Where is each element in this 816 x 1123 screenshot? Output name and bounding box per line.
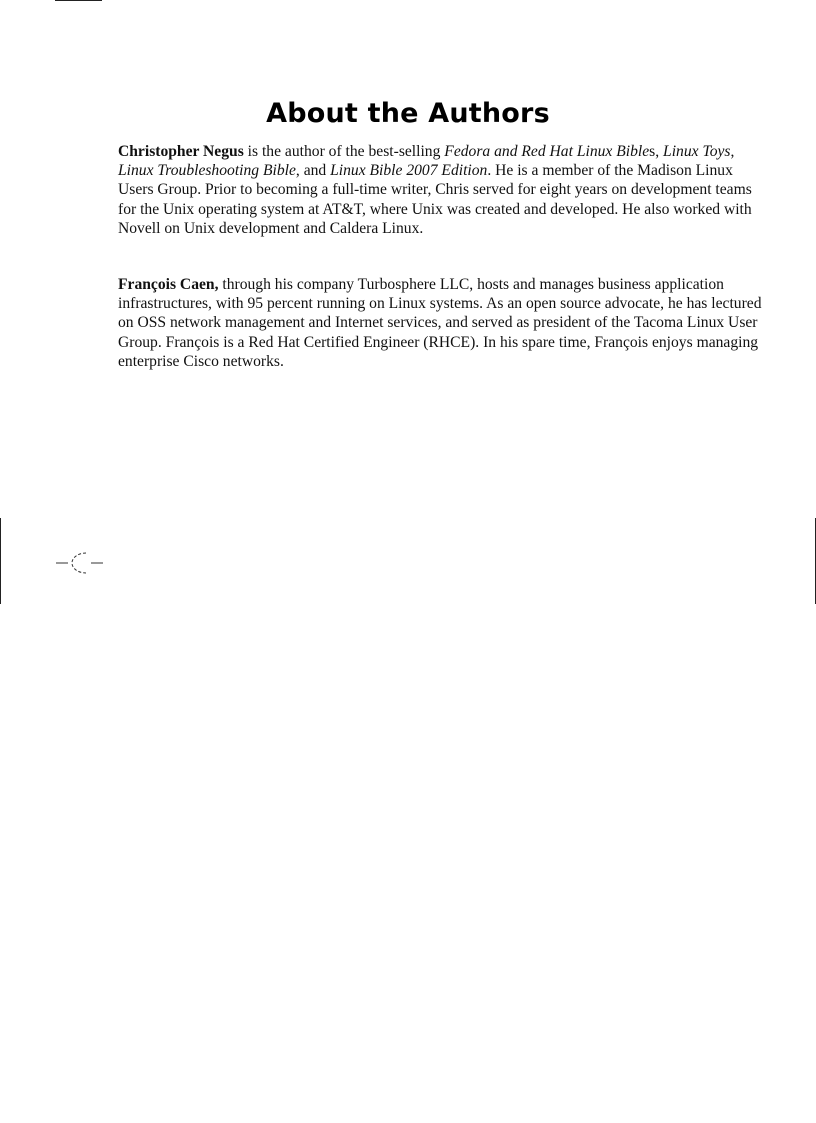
bio-text: , xyxy=(730,143,735,160)
author-name: François Caen, xyxy=(118,276,219,293)
book-title: Linux Troubleshooting Bible xyxy=(118,162,296,180)
bio-text: . He is a member of the Madison Linux Users Group. Prior to becoming a full-time writer, Chris served for eight years on development teams for the Unix operating system at AT&T, where Unix was created and developed. He also worked with Novell on Unix development and Caldera Linux. xyxy=(118,162,752,237)
book-title: Fedora and Red Hat Linux Bible xyxy=(444,143,650,160)
page-title: About the Authors xyxy=(266,98,550,129)
crop-mark-top xyxy=(55,0,102,1)
bio-text: , and xyxy=(295,162,331,180)
author-bio-francois-caen xyxy=(118,275,764,371)
author-bio-christopher-negus xyxy=(118,142,764,238)
author-name: Christopher Negus xyxy=(118,143,244,160)
book-title: Linux Bible 2007 Edition xyxy=(330,162,488,180)
crop-mark-left xyxy=(0,518,1,604)
bio-text: through his company Turbosphere LLC, hosts and manages business application infrastructures, with 95 percent running on Linux systems. As an open source advocate, he has lectured on OSS network management and Internet services, and served as president of the Tacoma Linux User Group. François is a Red Hat Certified Engineer (RHCE). In his spare time, François enjoys managing enterprise Cisco networks. xyxy=(118,276,762,370)
book-title: Linux Toys xyxy=(663,143,731,160)
bio-text: s, xyxy=(649,143,664,160)
registration-mark-icon xyxy=(56,551,104,575)
bio-text: is the author of the best-selling xyxy=(243,143,445,160)
